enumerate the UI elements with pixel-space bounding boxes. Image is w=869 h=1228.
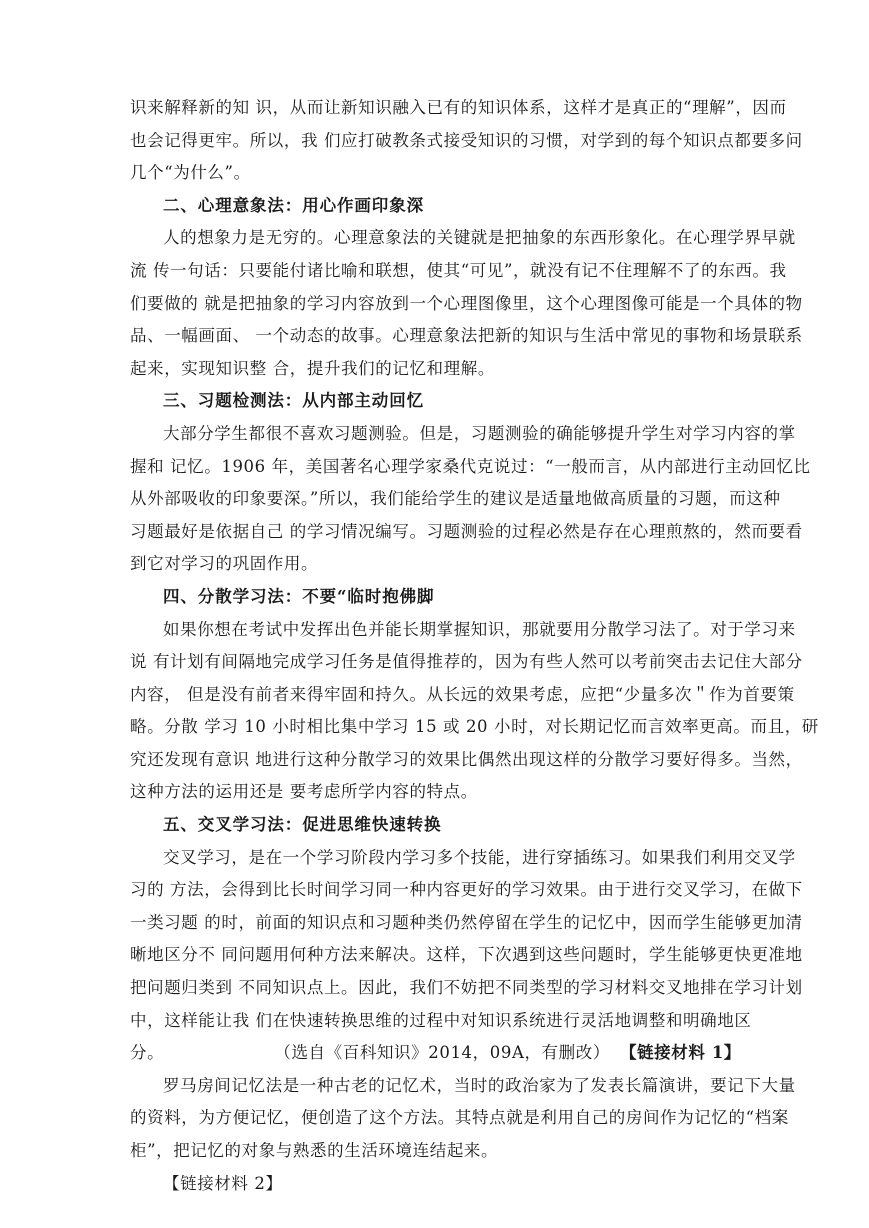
section-4-paragraph xyxy=(130,614,819,810)
text-line: 晰地区分不 同问题用何种方法来解决。这样，下次遇到这些问题时，学生能够更快更准地 xyxy=(130,945,803,965)
link-material-2-label: 【链接材料 2】 xyxy=(163,1173,283,1193)
text-line: 到它对学习的巩固作用。 xyxy=(130,554,319,574)
text-line: 握和 记忆。1906 年，美国著名心理学家桑代克说过：“一般而言，从内部进行主动回忆比 xyxy=(130,456,811,476)
text-line: 起来，实现知识整 合，提升我们的记忆和理解。 xyxy=(130,358,495,378)
text-line-end: 分。 xyxy=(130,1043,165,1063)
text-line: 罗马房间记忆法是一种古老的记忆术，当时的政治家为了发表长篇演讲，要记下大量 xyxy=(163,1075,796,1095)
link-material-1-label: 【链接材料 1】 xyxy=(619,1043,741,1063)
text-line: 品、一幅画面、 一个动态的故事。心理意象法把新的知识与生活中常见的事物和场景联系 xyxy=(130,326,803,346)
section-heading-2: 二、心理意象法：用心作画印象深 xyxy=(163,195,424,215)
text-line: 如果你想在考试中发挥出色并能长期掌握知识，那就要用分散学习法了。对于学习来 xyxy=(163,619,796,639)
text-line: 也会记得更牢。所以，我 们应打破教条式接受知识的习惯，对学到的每个知识点都要多问 xyxy=(130,130,803,150)
text-line: 内容， 但是没有前者来得牢固和持久。从长远的效果考虑，应把“少量多次＂作为首要策 xyxy=(130,684,795,704)
section-2-paragraph xyxy=(130,222,803,385)
text-line: 们要做的 就是把抽象的学习内容放到一个心理图像里，这个心理图像可能是一个具体的物 xyxy=(130,293,803,313)
section-heading-3: 三、习题检测法：从内部主动回忆 xyxy=(163,391,424,411)
source-line xyxy=(130,1037,741,1070)
text-line: 几个“为什么”。 xyxy=(130,163,251,183)
text-line: 一类习题 的时，前面的知识点和习题种类仍然停留在学生的记忆中，因而学生能够更加清 xyxy=(130,912,803,932)
text-line: 把问题归类到 不同知识点上。因此，我们不妨把不同类型的学习材料交叉地排在学习计划 xyxy=(130,978,803,998)
section-3-paragraph xyxy=(130,418,811,581)
source-citation: （选自《百科知识》2014，09A，有删改） xyxy=(274,1043,610,1063)
text-line: 流 传一句话：只要能付诸比喻和联想，使其“可见”，就没有记不住理解不了的东西。我 xyxy=(130,260,787,280)
text-line: 习的 方法，会得到比长时间学习同一种内容更好的学习效果。由于进行交叉学习，在做下 xyxy=(130,880,803,900)
text-line: 柜”，把记忆的对象与熟悉的生活环境连结起来。 xyxy=(130,1141,499,1160)
section-heading-5: 五、交叉学习法：促进思维快速转换 xyxy=(163,815,442,835)
section-heading-4: 四、分散学习法：不要“临时抱佛脚 xyxy=(163,586,435,606)
text-line: 这种方法的运用还是 要考虑所学内容的特点。 xyxy=(130,782,478,802)
intro-paragraph xyxy=(130,92,803,190)
section-5-paragraph xyxy=(130,842,803,1070)
text-line: 习题最好是依据自己 的学习情况编写。习题测验的过程必然是存在心理煎熬的，然而要看 xyxy=(130,521,803,541)
text-line: 的资料，为方便记忆，便创造了这个方法。其特点就是利用自己的房间作为记忆的“档案 xyxy=(130,1108,789,1128)
text-line: 说 有计划有间隔地完成学习任务是值得推荐的，因为有些人然可以考前突击去记住大部分 xyxy=(130,652,803,672)
text-line: 中，这样能让我 们在快速转换思维的过程中对知识系统进行灵活地调整和明确地区 xyxy=(130,1010,752,1030)
text-line: 从外部吸收的印象要深。”所以，我们能给学生的建议是适量地做高质量的习题，而这种 xyxy=(130,489,781,509)
link-material-1-paragraph xyxy=(130,1070,796,1168)
text-line: 识来解释新的知 识，从而让新知识融入已有的知识体系，这样才是真正的“理解”，因而 xyxy=(130,98,787,117)
text-line: 大部分学生都很不喜欢习题测验。但是，习题测验的确能够提升学生对学习内容的掌 xyxy=(163,423,796,443)
text-line: 略。分散 学习 10 小时相比集中学习 15 或 20 小时，对长期记忆而言效率更高。而且，研 xyxy=(130,717,819,737)
text-line: 究还发现有意识 地进行这种分散学习的效果比偶然出现这样的分散学习要好得多。当然， xyxy=(130,749,803,769)
text-line: 人的想象力是无穷的。心理意象法的关键就是把抽象的东西形象化。在心理学界早就 xyxy=(163,228,796,248)
text-line: 交叉学习，是在一个学习阶段内学习多个技能，进行穿插练习。如果我们利用交叉学 xyxy=(163,847,796,867)
